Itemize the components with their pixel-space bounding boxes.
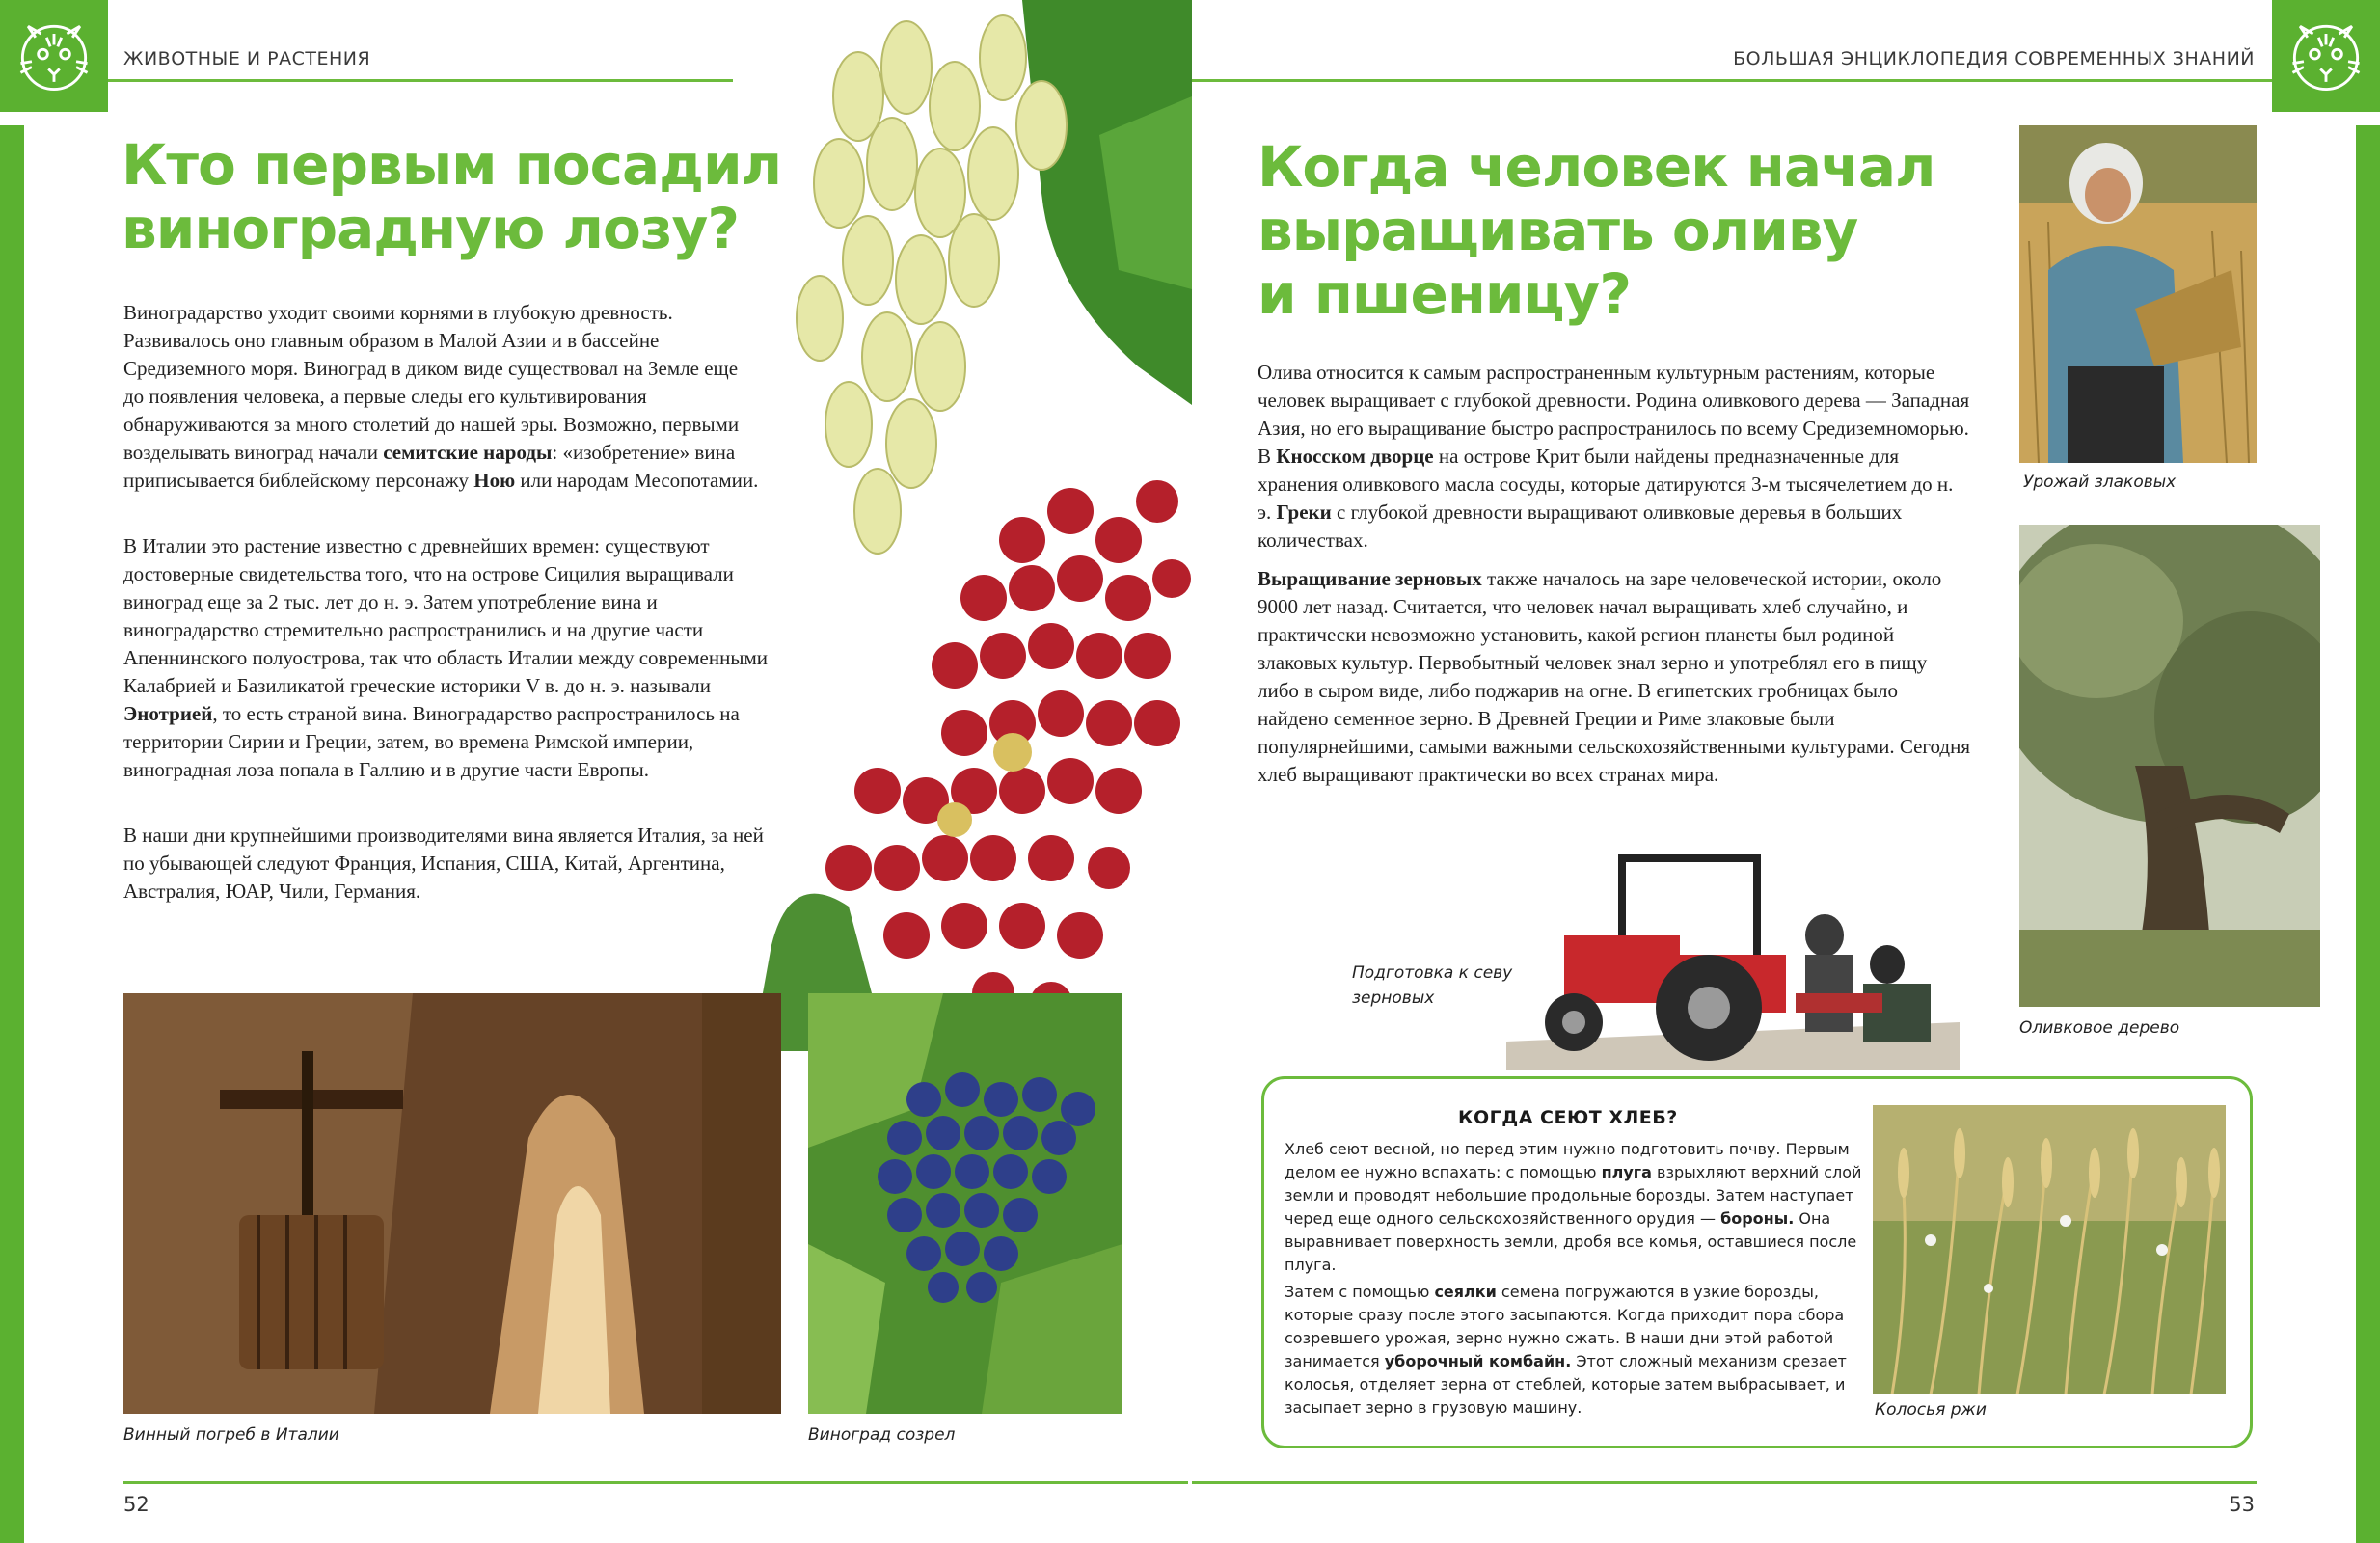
olive-tree-photo [2019,525,2320,1007]
footer-rule-left [123,1481,1188,1484]
right-paragraph-2 [1258,565,1971,789]
right-title-line2: выращивать оливу [1258,198,1858,263]
bold-term: плуга [1601,1163,1652,1181]
info-box-title: КОГДА СЕЮТ ХЛЕБ? [1458,1107,1678,1128]
wine-cellar-photo [123,993,781,1414]
text-span: Этот сложный механизм срезает колосья, отделяет зерна от стеблей, которые затем выбрасывает, и засыпает зерно в грузовую машину. [1285,1352,1847,1417]
caption-tractor-line1: Подготовка к севу [1352,963,1513,983]
caption-olive: Оливковое дерево [2019,1018,2180,1038]
info-box-paragraph-1 [1285,1138,1882,1277]
text-span: также началось на заре человеческой истории, около 9000 лет назад. Считается, что человек начал выращивать хлеб случайно, и практически невозможно установить, какой регион планеты был родиной злаковых культур. Первобытный человек знал зерно и употреблял его в пищу либо в сыром виде, либо поджарив на огне. В египетских гробницах было найдено семенное зерно. В Древней Греции и Риме злаковые были популярнейшими, самыми важными сельскохозяйственными культурами. Сегодня хлеб выращивают практически во всех странах мира. [1258,567,1970,786]
left-green-bar [0,125,24,1543]
text-span: Затем с помощью [1285,1283,1435,1301]
bold-term: Греки [1276,501,1332,524]
caption-rye: Колосья ржи [1875,1400,1987,1420]
text-span: В Италии это растение известно с древнейших времен: существуют достоверные свидетельства того, что на острове Сицилия выращивали виноград еще за 2 тыс. лет до н. э. Затем употребление вина и виноградарство стремительно распространились и на другие части Апеннинского полуострова, так что область Италии между современными Калабрией и Базиликатой греческие историки V в. до н. э. называли [123,534,768,697]
left-title-line2: виноградную лозу? [122,196,740,261]
caption-harvest: Урожай злаковых [2023,473,2177,492]
bold-term: Выращивание зерновых [1258,567,1482,590]
running-title-right: БОЛЬШАЯ ЭНЦИКЛОПЕДИЯ СОВРЕМЕННЫХ ЗНАНИЙ [1733,48,2255,69]
caption-tractor-line2: зерновых [1352,988,1435,1008]
page-number-right: 53 [2229,1493,2255,1516]
info-box-paragraph-2 [1285,1281,1882,1420]
bold-term: Кносском дворце [1276,445,1434,468]
header-rule-right [1192,79,2272,82]
bold-term: бороны. [1720,1209,1795,1228]
left-paragraph-3: В наши дни крупнейшими производителями вина является Италия, за ней по убывающей следуют Франция, Испания, США, Китай, Аргентина, Австралия, ЮАР, Чили, Германия. [123,824,764,903]
ripe-grapes-photo [808,993,1122,1414]
text-span: с глубокой древности выращивают оливковые деревья в больших количествах. [1258,501,1903,552]
grapes-photo [733,0,1192,1051]
running-title-left: ЖИВОТНЫЕ И РАСТЕНИЯ [123,48,371,69]
tiger-logo-icon [0,0,108,112]
right-page-title [1258,135,1934,326]
text-span: : «изобретение» вина приписывается библейскому персонажу [123,441,736,492]
right-title-line3: и пшеницу? [1258,261,1631,327]
caption-wine-cellar: Винный погреб в Италии [123,1425,339,1445]
harvest-photo [2019,125,2257,463]
left-paragraph-2 [123,532,779,784]
bold-term: Ною [473,469,516,492]
left-paragraph-1 [123,299,762,495]
bold-term: сеялки [1434,1283,1497,1301]
right-green-bar [2356,125,2380,1543]
rye-photo [1873,1105,2226,1394]
right-paragraph-1 [1258,359,1971,555]
footer-rule-right [1192,1481,2257,1484]
text-span: Олива относится к самым распространенным культурным растениям, которые человек выращивает с глубокой древности. Родина оливкового дерева — Западная Азия, но его выращивание быстро распространилось по всему Средиземноморью. В [1258,361,1970,468]
bold-term: семитские народы [383,441,553,464]
text-span: , то есть страной вина. Виноградарство распространилось на территории Сирии и Греции, затем, во времена Римской империи, виноградная лоза попала в Галлию и в другие части Европы. [123,702,740,781]
text-span: Виноградарство уходит своими корнями в глубокую древность. Развивалось оно главным образом в Малой Азии и в бассейне Средиземного моря. Виноград в диком виде существовал на Земле еще до появления человека, а первые следы его культивирования обнаруживаются за много столетий до нашей эры. Возможно, первыми возделывать виноград начали [123,301,740,464]
left-page-title [122,133,781,260]
left-title-line1: Кто первым посадил [122,132,782,198]
page-number-left: 52 [123,1493,149,1516]
text-span: семена погружаются в узкие борозды, которые сразу после этого засыпаются. Когда приходит пора сбора созревшего урожая, зерно нужно сжать. В наши дни этой работой занимается [1285,1283,1845,1370]
text-span: или народам Месопотамии. [515,469,759,492]
text-span: Она выравнивает поверхность земли, дробя все комья, оставшиеся после плуга. [1285,1209,1857,1274]
text-span: взрыхляют верхний слой земли и проводят небольшие продольные борозды. Затем наступает черед еще одного сельскохозяйственного орудия — [1285,1163,1862,1228]
bold-term: уборочный комбайн. [1384,1352,1572,1370]
tiger-logo-icon [2272,0,2380,112]
right-title-line1: Когда человек начал [1258,134,1935,200]
caption-ripe-grapes: Виноград созрел [808,1425,956,1445]
tractor-photo [1506,849,1960,1070]
text-span: на острове Крит были найдены предназначенные для хранения оливкового масла сосуды, которые датируются 3-м тысячелетием до н. э. [1258,445,1954,524]
caption-tractor [1352,961,1512,1011]
bold-term: Энотрией [123,702,213,725]
text-span: Хлеб сеют весной, но перед этим нужно подготовить почву. Первым делом ее нужно вспахать: с помощью [1285,1140,1850,1181]
